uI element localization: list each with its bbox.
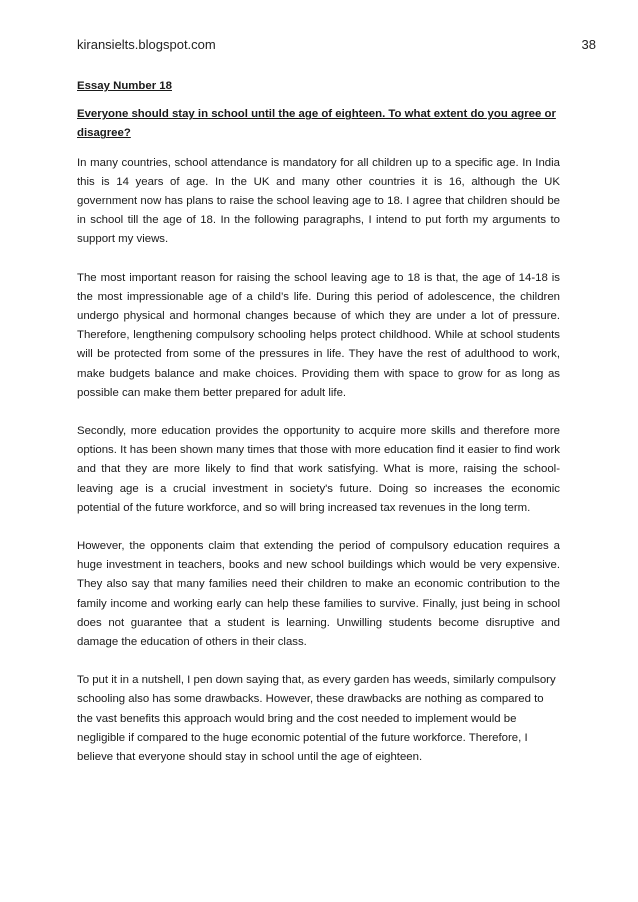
essay-paragraph-2: The most important reason for raising the school leaving age to 18 is that, the age of 14-18 is the most impressionable age of a child’s life. During this period of adolescence, the children undergo physical and hormonal changes because of which they are under a lot of pressure. Therefore, lengthening compulsory schooling helps protect childhood. While at school students will be protected from some of the pressures in life. They have the rest of adulthood to work, make budgets balance and make choices. Providing them with space to grow for as long as possible can make them better prepared for adult life. xyxy=(77,271,560,399)
essay-paragraph-1: In many countries, school attendance is mandatory for all children up to a specific age. In India this is 14 years of age. In the UK and many other countries it is 16, although the UK government now has plans to raise the school leaving age to 18. I agree that children should be in school till the age of 18. In the following paragraphs, I intend to put forth my arguments to support my views. xyxy=(77,156,560,246)
essay-paragraph-3: Secondly, more education provides the opportunity to acquire more skills and therefore more options. It has been shown many times that those with more education find it easier to find work and that they are more likely to find that work satisfying. What is more, raising the school-leaving age is a crucial investment in society's future. Doing so increases the economic potential of the future workforce, and so will bring increased tax revenues in the long term. xyxy=(77,425,560,514)
essay-body xyxy=(77,77,560,786)
essay-question: Everyone should stay in school until the age of eighteen. To what extent do you agree or disagree? xyxy=(77,108,556,140)
essay-paragraph-4: However, the opponents claim that extending the period of compulsory education requires a huge investment in teachers, books and new school buildings which would be very expensive. They also say that many families need their children to make an economic contribution to the family income and working early can help these families to survive. Finally, just being in school does not guarantee that a student is learning. Unwilling students become disruptive and damage the education of others in their class. xyxy=(77,540,560,649)
page-number: 38 xyxy=(581,37,596,52)
site-name: kiransielts.blogspot.com xyxy=(77,37,216,52)
essay-paragraph-5: To put it in a nutshell, I pen down saying that, as every garden has weeds, similarly compulsory schooling also has some drawbacks. However, these drawbacks are nothing as compared to the vast benefits this approach would bring and the cost needed to implement would be negligible if compared to the huge economic potential of the future workforce. Therefore, I believe that everyone should stay in school until the age of eighteen. xyxy=(77,674,556,764)
essay-number-heading: Essay Number 18 xyxy=(77,80,172,92)
